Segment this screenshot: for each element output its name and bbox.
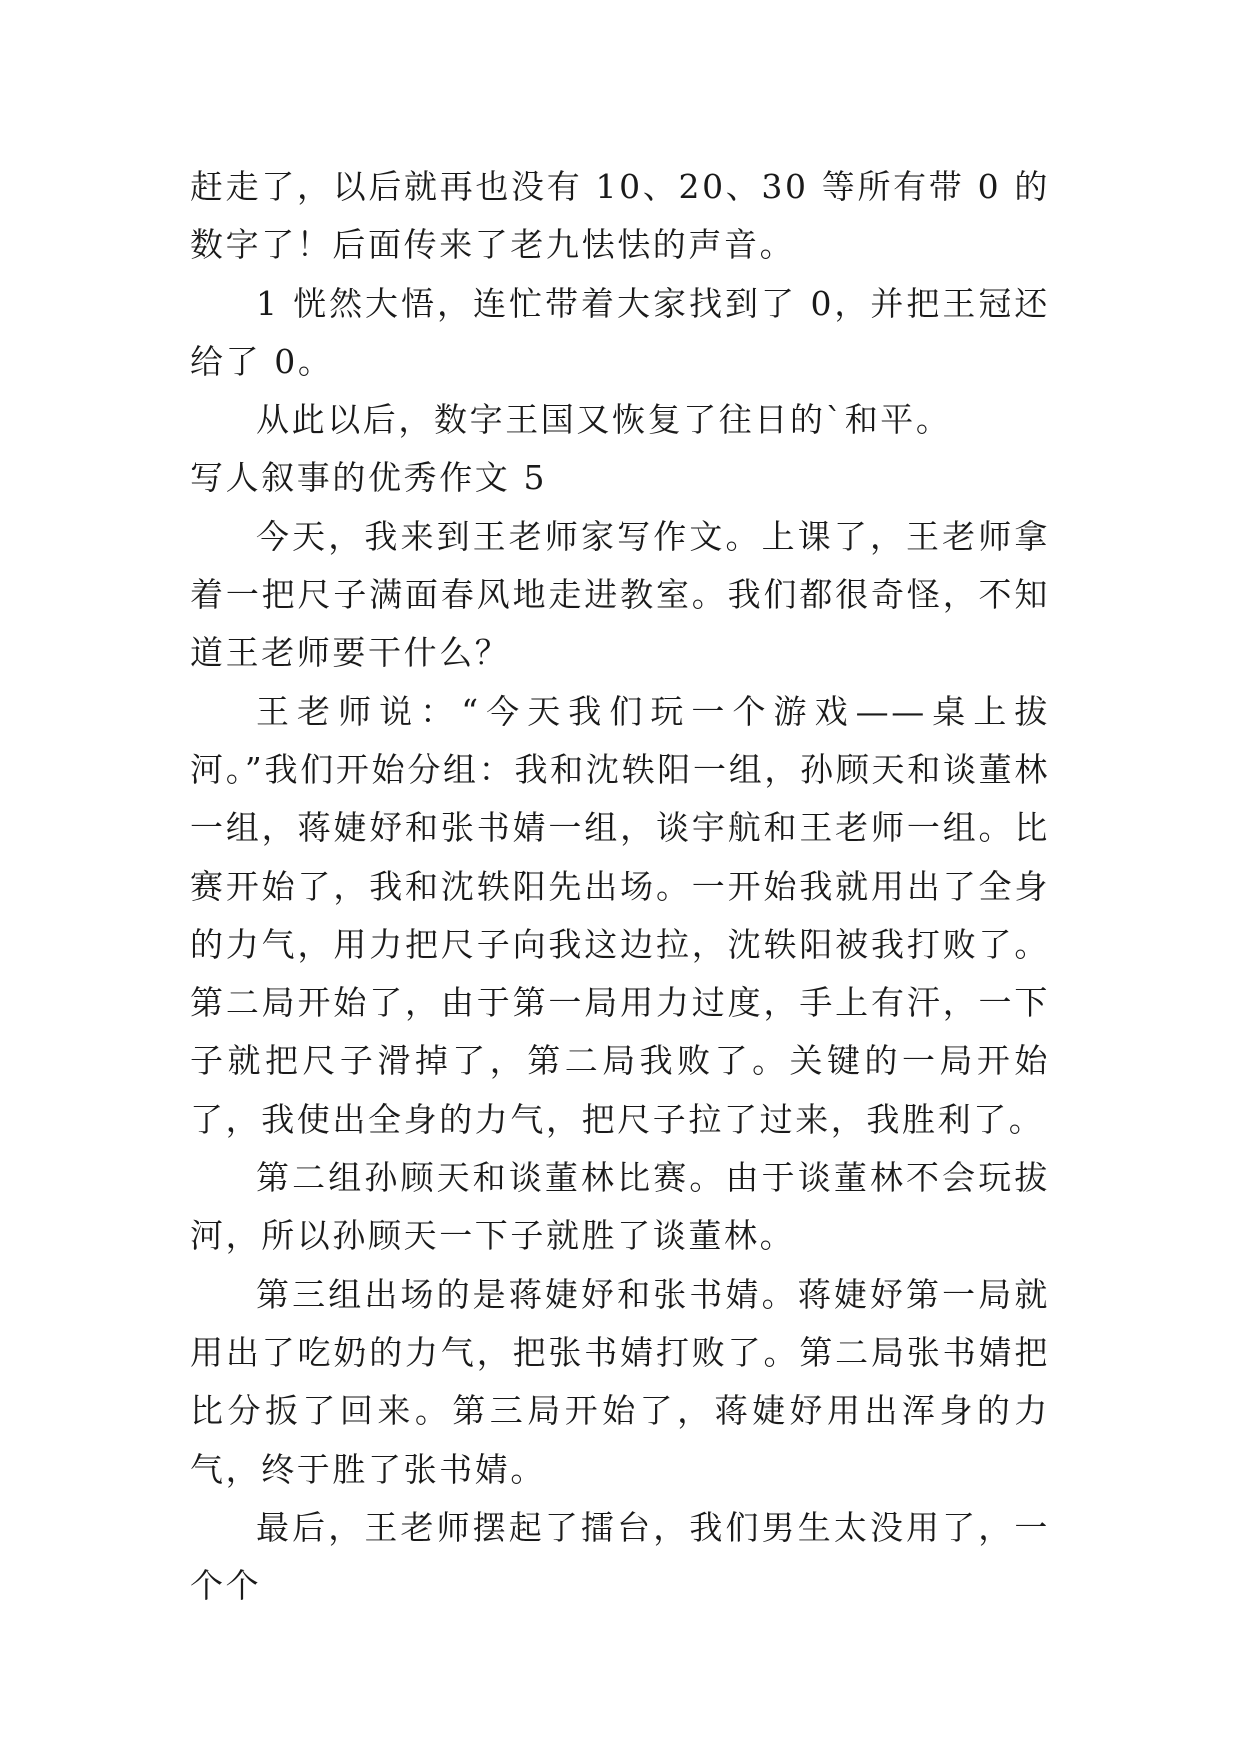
paragraph-5: 王老师说：“今天我们玩一个游戏——桌上拔河。”我们开始分组：我和沈轶阳一组，孙顾天和谈董林一组，蒋婕妤和张书婧一组，谈宇航和王老师一组。比赛开始了，我和沈轶阳先出场。一开始我就用出了全身的力气，用力把尺子向我这边拉，沈轶阳被我打败了。第二局开始了，由于第一局用力过度，手上有汗，一下子就把尺子滑掉了，第二局我败了。关键的一局开始了，我使出全身的力气，把尺子拉了过来，我胜利了。	[190, 691, 1050, 1139]
paragraph-8: 最后，王老师摆起了擂台，我们男生太没用了，一个个	[190, 1507, 1050, 1606]
paragraph-6: 第二组孙顾天和谈董林比赛。由于谈董林不会玩拔河，所以孙顾天一下子就胜了谈董林。	[190, 1158, 1050, 1256]
paragraph-2: 1 恍然大悟，连忙带着大家找到了 0，并把王冠还给了 0。	[190, 283, 1050, 381]
paragraph-7: 第三组出场的是蒋婕妤和张书婧。蒋婕妤第一局就用出了吃奶的力气，把张书婧打败了。第二局张书婧把比分扳了回来。第三局开始了，蒋婕妤用出浑身的力气，终于胜了张书婧。	[190, 1274, 1050, 1489]
paragraph-4: 今天，我来到王老师家写作文。上课了，王老师拿着一把尺子满面春风地走进教室。我们都很奇怪，不知道王老师要干什么？	[190, 516, 1050, 673]
paragraph-1: 赶走了，以后就再也没有 10、20、30 等所有带 0 的数字了！后面传来了老九怯怯的声音。	[190, 167, 1050, 265]
document-body	[190, 158, 1050, 1615]
section-title: 写人叙事的优秀作文 5	[190, 458, 548, 498]
paragraph-3: 从此以后，数字王国又恢复了往日的`和平。	[256, 400, 952, 440]
